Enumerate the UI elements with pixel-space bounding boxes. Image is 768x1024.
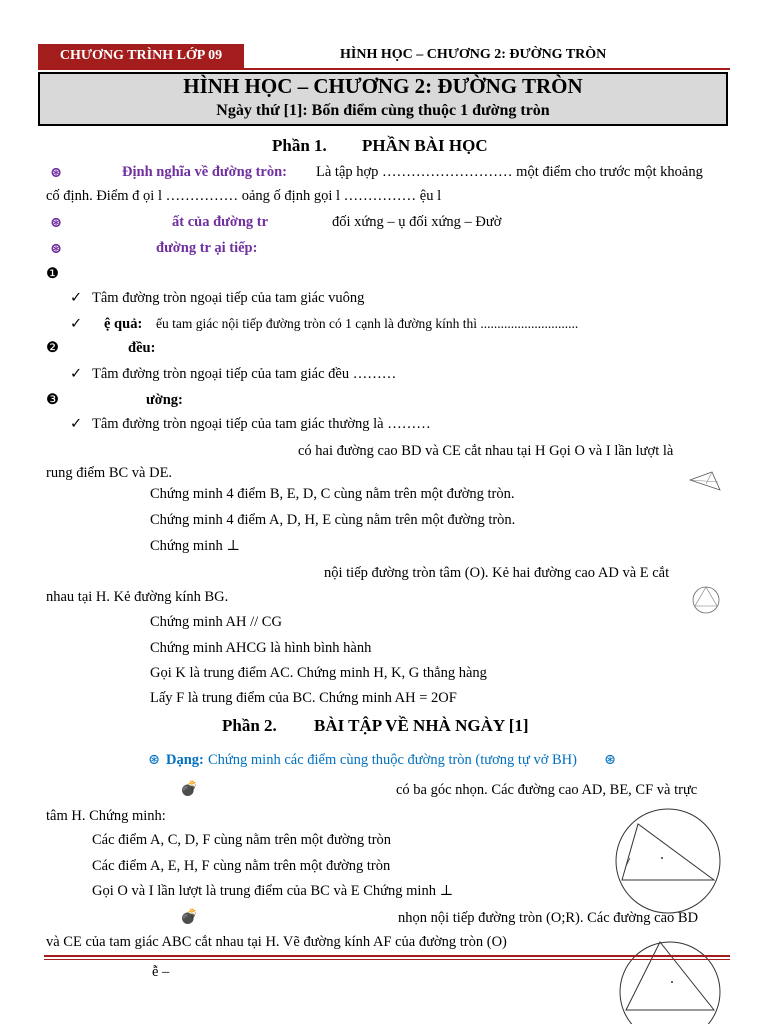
homework1-circle-figure (610, 806, 726, 916)
bullet-icon: ⊛ (50, 215, 63, 231)
ordinary-label: ường: (146, 392, 183, 408)
homework1-part-c: Gọi O và I lần lượt là trung điểm của BC và E Chứng minh ⊥ (92, 883, 454, 899)
type-icon-right: ⊛ (604, 752, 617, 768)
bullet-icon: ⊛ (50, 241, 63, 257)
example1-text-line2: rung điểm BC và DE. (46, 465, 173, 481)
homework1-text: có ba góc nhọn. Các đường cao AD, BE, CF và trực (396, 782, 698, 798)
check-icon: ✓ (70, 316, 83, 332)
type-text: Chứng minh các điểm cùng thuộc đường tròn (tương tự vở BH) (208, 752, 577, 768)
bullet-icon: ⊛ (50, 165, 63, 181)
footer-divider-thin (44, 959, 730, 960)
check-icon: ✓ (70, 290, 83, 306)
list-item: Tâm đường tròn ngoại tiếp của tam giác vuông (92, 290, 365, 306)
homework2-part-a: ễ – (152, 964, 170, 980)
check-icon: ✓ (70, 416, 83, 432)
list-item: Tâm đường tròn ngoại tiếp của tam giác đều ……… (92, 366, 397, 382)
example2-text-line2: nhau tại H. Kẻ đường kính BG. (46, 589, 229, 605)
circumcircle-label: đường tr ại tiếp: (156, 240, 258, 256)
homework1-part-a: Các điểm A, C, D, F cùng nằm trên một đường tròn (92, 832, 392, 848)
homework2-text: nhọn nội tiếp đường tròn (O;R). Các đường cao BD (398, 910, 699, 926)
example1-part-b: Chứng minh 4 điểm A, D, H, E cùng nằm trên một đường tròn. (150, 512, 516, 528)
check-icon: ✓ (70, 366, 83, 382)
example2-part-c: Gọi K là trung điểm AC. Chứng minh H, K, G thẳng hàng (150, 665, 487, 681)
list-item: Tâm đường tròn ngoại tiếp của tam giác thường là ……… (92, 416, 431, 432)
part2-heading: BÀI TẬP VỀ NHÀ NGÀY [1] (314, 716, 529, 735)
homework2-circle-figure (614, 934, 726, 1024)
program-label: CHƯƠNG TRÌNH LỚP 09 (38, 44, 244, 68)
example2-part-d: Lấy F là trung điểm của BC. Chứng minh AH = 2OF (150, 690, 457, 706)
page-title: HÌNH HỌC – CHƯƠNG 2: ĐƯỜNG TRÒN (183, 74, 583, 98)
page-subtitle: Ngày thứ [1]: Bốn điểm cùng thuộc 1 đường tròn (216, 102, 550, 119)
example1-part-a: Chứng minh 4 điểm B, E, D, C cùng nằm trên một đường tròn. (150, 486, 515, 502)
definition-label: Định nghĩa về đường tròn: (122, 164, 287, 180)
bomb-icon: 💣 (180, 909, 199, 925)
corollary-label: ệ quả: (104, 316, 143, 332)
circle-figure (690, 584, 722, 616)
homework2-text-line2: và CE của tam giác ABC cắt nhau tại H. Vẽ đường kính AF của đường tròn (O) (46, 934, 507, 950)
example2-text: nội tiếp đường tròn tâm (O). Kẻ hai đường cao AD và E cắt (324, 565, 670, 581)
example1-part-c: Chứng minh ⊥ (150, 538, 240, 554)
example2-part-a: Chứng minh AH // CG (150, 614, 282, 630)
part2-label: Phần 2. (222, 716, 277, 735)
bomb-icon: 💣 (180, 781, 199, 797)
corollary-text: ếu tam giác nội tiếp đường tròn có 1 cạnh là đường kính thì ............................. (156, 316, 579, 331)
equilateral-label: đều: (128, 340, 156, 356)
symmetry-label: ất của đường tr (172, 214, 269, 230)
homework1-part-b: Các điểm A, E, H, F cùng nằm trên một đường tròn (92, 858, 391, 874)
footer-divider (44, 955, 730, 957)
part1-heading: PHẦN BÀI HỌC (362, 136, 488, 155)
homework1-text-line2: tâm H. Chứng minh: (46, 808, 166, 824)
example1-text: có hai đường cao BD và CE cắt nhau tại H Gọi O và I lần lượt là (298, 443, 674, 459)
definition-text-line2: cố định. Điểm đ ọi l …………… oảng ố định gọi l …………… ệu l (46, 188, 442, 204)
header-chapter-title: HÌNH HỌC – CHƯƠNG 2: ĐƯỜNG TRÒN (340, 47, 607, 62)
example2-part-b: Chứng minh AHCG là hình bình hành (150, 640, 372, 656)
type-icon-left: ⊛ (148, 752, 161, 768)
number-one-icon: ❶ (46, 266, 59, 282)
definition-text: Là tập hợp ……………………… một điểm cho trước một khoảng (316, 164, 703, 180)
part1-label: Phần 1. (272, 136, 327, 155)
header-divider (38, 68, 730, 70)
number-three-icon: ❸ (46, 392, 59, 408)
triangle-figure (688, 468, 722, 492)
type-label: Dạng: (166, 752, 204, 768)
symmetry-text: đối xứng – ụ đối xứng – Đườ (332, 214, 502, 230)
number-two-icon: ❷ (46, 340, 59, 356)
